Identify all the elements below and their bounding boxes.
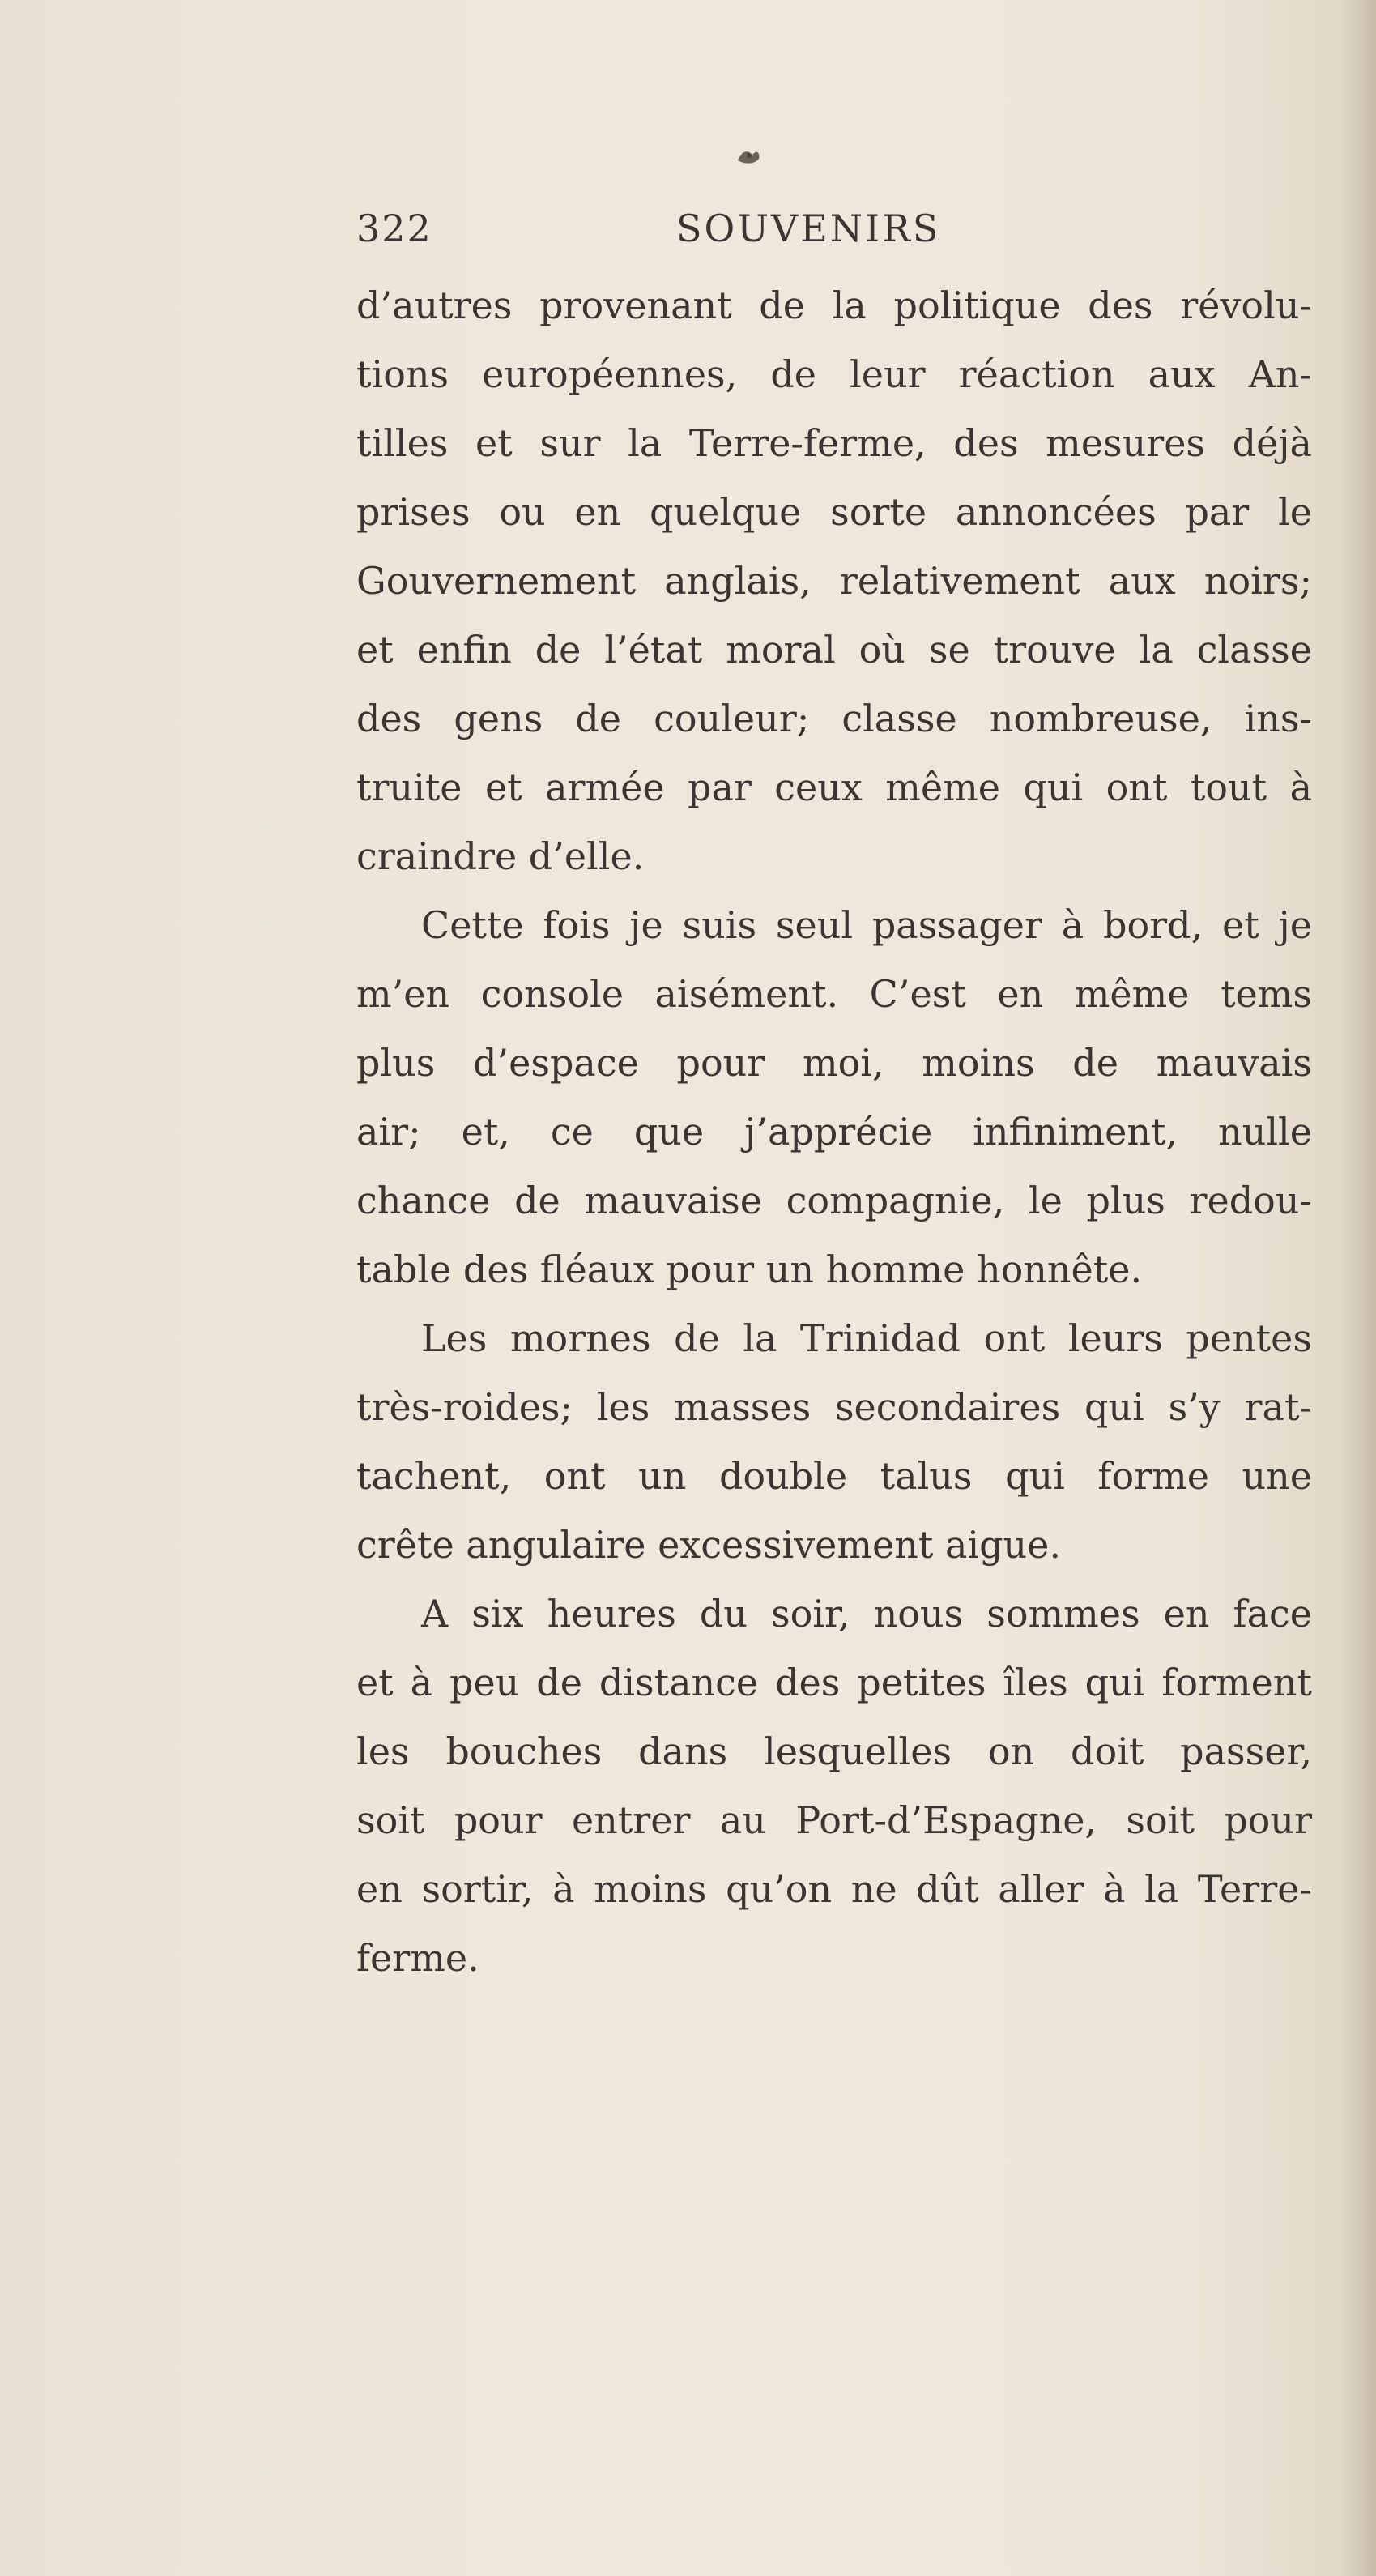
page-number: 322 — [356, 207, 432, 250]
text-line: Cette fois je suis seul passager à bord, et je — [421, 903, 1312, 947]
body-text — [356, 271, 1312, 1993]
text-line: des gens de couleur; classe nombreuse, ins- — [356, 697, 1312, 740]
text-line: les bouches dans lesquelles on doit passer, — [356, 1729, 1312, 1773]
text-line: prises ou en quelque sorte annoncées par le — [356, 490, 1312, 534]
page-spine-shadow — [1344, 0, 1376, 2576]
text-line: chance de mauvaise compagnie, le plus redou- — [356, 1179, 1312, 1222]
page-title: SOUVENIRS — [676, 207, 941, 250]
text-line: Gouvernement anglais, relativement aux noirs; — [356, 559, 1312, 603]
text-line: plus d’espace pour moi, moins de mauvais — [356, 1041, 1312, 1085]
text-line: en sortir, à moins qu’on ne dût aller à la Terre- — [356, 1867, 1312, 1911]
fleuron-icon — [733, 144, 765, 168]
text-line: tilles et sur la Terre-ferme, des mesures déjà — [356, 421, 1312, 465]
running-head — [356, 207, 972, 271]
text-line: truite et armée par ceux même qui ont tout à — [356, 766, 1312, 809]
text-line: d’autres provenant de la politique des révolu- — [356, 284, 1312, 327]
text-line: tachent, ont un double talus qui forme une — [356, 1454, 1312, 1498]
text-line: air; et, ce que j’apprécie infiniment, nulle — [356, 1110, 1312, 1154]
text-line: très-roides; les masses secondaires qui s’y rat- — [356, 1385, 1312, 1429]
text-line: et à peu de distance des petites îles qui forment — [356, 1661, 1312, 1704]
text-line: craindre d’elle. — [356, 834, 645, 878]
text-line: crête angulaire excessivement aigue. — [356, 1523, 1062, 1567]
text-line: et enfin de l’état moral où se trouve la classe — [356, 628, 1312, 672]
text-line: tions européennes, de leur réaction aux An- — [356, 352, 1312, 396]
text-line: A six heures du soir, nous sommes en face — [421, 1592, 1312, 1636]
text-line: ferme. — [356, 1936, 479, 1980]
text-line: table des fléaux pour un homme honnête. — [356, 1247, 1143, 1291]
text-line: soit pour entrer au Port-d’Espagne, soit pour — [356, 1798, 1312, 1842]
text-line: m’en console aisément. C’est en même tems — [356, 972, 1312, 1016]
text-line: Les mornes de la Trinidad ont leurs pentes — [421, 1316, 1312, 1360]
